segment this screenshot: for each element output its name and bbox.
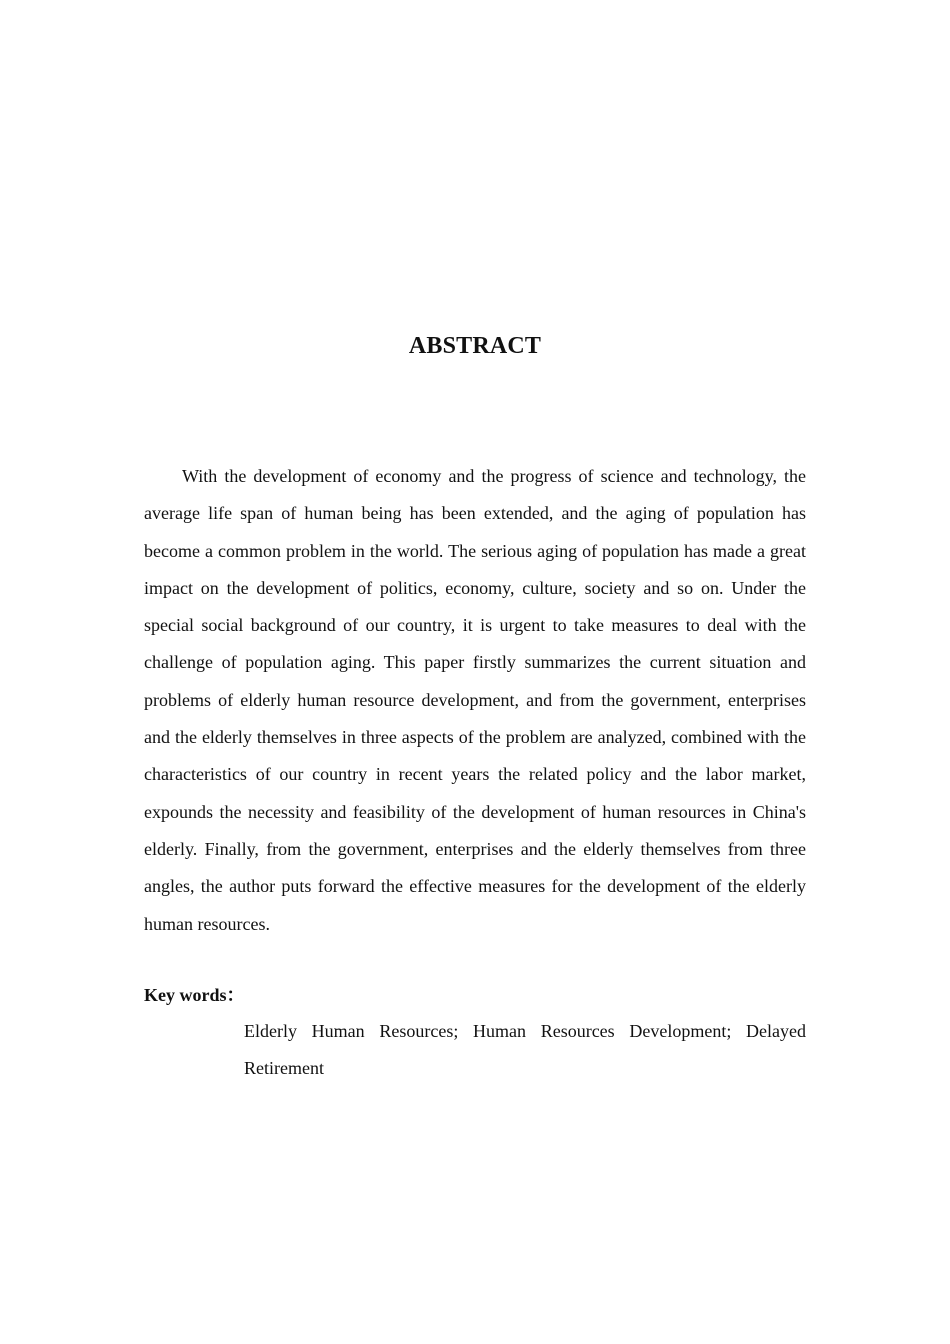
- keywords-text: Elderly Human Resources; Human Resources Development; Delayed Retirement: [244, 1021, 806, 1079]
- abstract-body-paragraph: With the development of economy and the progress of science and technology, the average life span of human being has been extended, and the aging of population has become a common problem in the world. The serious aging of population has made a great impact on the development of politics, economy, culture, society and so on. Under the special social background of our country, it is urgent to take measures to deal with the challenge of population aging. This paper firstly summarizes the current situation and problems of elderly human resource development, and from the government, enterprises and the elderly themselves in three aspects of the problem are analyzed, combined with the characteristics of our country in recent years the related policy and the labor market, expounds the necessity and feasibility of the development of human resources in China's elderly. Finally, from the government, enterprises and the elderly themselves from three angles, the author puts forward the effective measures for the development of the elderly human resources.: [144, 466, 806, 934]
- abstract-title: ABSTRACT: [408, 333, 542, 359]
- keywords-label: Key words：: [144, 985, 245, 1005]
